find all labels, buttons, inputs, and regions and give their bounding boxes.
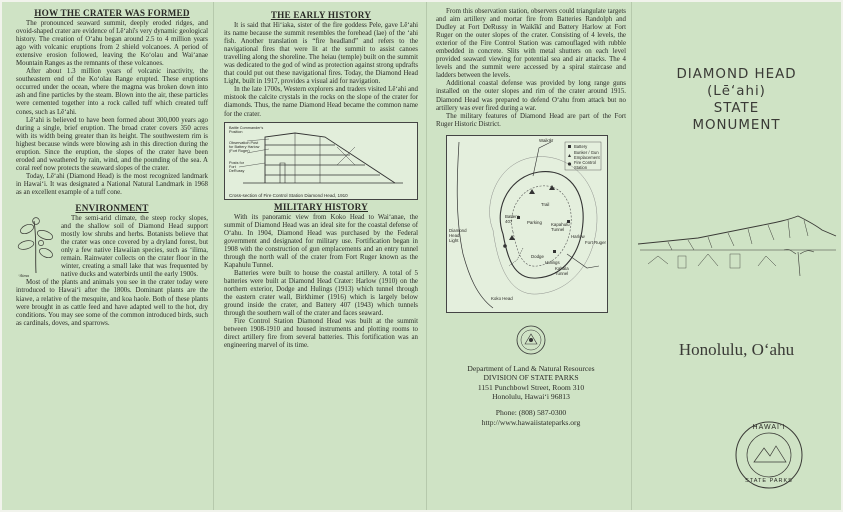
title-line-4: MONUMENT [692,118,781,133]
crater-paragraph-2: After about 1.3 million years of volcanic inactivity, the southeastern end of the Ko‘olau Range erupted. These eruptions occurred under the ocean, where the magma was broken down into ash and fine particles by the steam. Blown into the air, these particles were cemented together into a rock called tuff which created tuff cones, such as Lē‘ahi. [16,68,208,116]
fold-line [213,2,214,510]
map-legend-bunker: Bunker / Gun Emplacement [574,149,600,160]
history-paragraph-2: In the late 1700s, Western explorers and traders visited Lē‘ahi and mistook the calcite crystals in the rocks on the slope of the crater for diamonds. Thus, the name Diamond Head became the common name for the crater. [224,86,418,118]
figure-caption: Cross-section of Fire Control Station Diamond Head, 1910 [229,192,348,198]
history-paragraph-1: It is said that Hi‘iaka, sister of the fire goddess Pele, gave Lē‘ahi its name because the summit resembles the forehead (lae) of the ‘ahi fish. Another translation is “fire headland” and refers to the navigational fires that were lit at the summit to assist canoes travelling along the shoreline. The heiau (temple) built on the summit was dedicated to the god of wind as protection against strong updrafts that could put out these navigational fires. Today, the Diamond Head Light, built in 1917, provides a visual aid for navigation. [224,22,418,86]
map-label-dodge: Dodge [531,253,544,259]
title-line-3: STATE [713,101,760,116]
title-line-2: (Lē‘ahi) [707,84,766,99]
crater-paragraph-1: The pronounced seaward summit, deeply eroded ridges, and ovoid-shaped crater are evidence of Lē‘ahi's very dynamic geological history. The creation of O‘ahu began around 2.5 to 4 million years ago with volcanic eruptions from 2 shield volcanoes. A period of extensive erosion followed, leaving the Ko‘olau and Wai‘anae Mountain Ranges as the remnants of these volcanoes. [16,20,208,68]
map-label-koko-head: Koko Head [491,295,513,301]
figure-label-derussy: Posts for Fort DeRussy [229,160,245,174]
map-label-trail: Trail [541,201,550,207]
state-seal-icon [516,325,546,355]
website-link[interactable]: http://www.hawaiistateparks.org [481,417,581,427]
figure-label-commander: Battle Commander's Position [229,125,264,134]
map-label-harlow: Harlow [571,233,585,239]
environment-paragraph-1: The semi-arid climate, the steep rocky slopes, and the shallow soil of Diamond Head support mostly low shrubs and herbs. Botanists believe that the crater was once covered by a dryland forest, but only a few native Hawaiian species, such as ‘ilima, remain. Rainwater collects on the crater floor in the winter, creating a small lake that was frequented by native ducks and waterbirds until the early 1900s. [61,215,208,279]
environment-heading: ENVIRONMENT [75,203,149,214]
address-line-1: 1151 Punchbowl Street, Room 310 [477,382,585,392]
crater-map [446,135,608,313]
map-label-waikiki: Waikīkī [539,137,554,143]
station-paragraph-2: Additional coastal defense was provided by long range guns installed on the outer slopes and rim of the crater around 1915. Diamond Head was prepared to defend O‘ahu from attack but no artillery was ever fired during a war. [436,80,626,112]
column-history [216,2,422,510]
crater-paragraph-3: Lē‘ahi is believed to have been formed about 300,000 years ago during a single, brief eruption. The broad crater covers 350 acres with its width being greater than its height. The southwestern rim is highest because winds were blowing ash in this direction during the eruption. Since the eruption, the slopes of the crater have been eroded and weathered by rain, wind, and the pounding of the sea. A coral reef now protects the seaward slopes of the crater. [16,116,208,172]
cover-panel [632,2,841,510]
map-label-lighthouse: Diamond Head Light [449,227,467,243]
military-paragraph-1: With its panoramic view from Koko Head to Wai‘anae, the summit of Diamond Head was an ideal site for the coastal defense of O‘ahu. In 1904, Diamond Head was purchased by the Federal government and designated for military use. Fortification began in 1908 with the construction of gun emplacements and an entry tunnel through the north wall of the crater from Fort Ruger known as the Kapahulu Tunnel. [224,213,418,269]
figure-label-observation-post: Observation Post for Battery Harlow (Fort Ruger) [229,140,260,154]
dlnr-seal [436,325,626,360]
history-heading: THE EARLY HISTORY [270,10,372,20]
fire-control-cross-section [224,122,418,200]
map-label-hulings: Hulings [545,259,560,265]
fold-line [426,2,427,510]
map-label-kahala-tunnel: Kahala Tunnel [555,265,569,276]
map-legend-fire-control: Fire Control Station [574,159,596,170]
station-paragraph-3: The military features of Diamond Head are part of the Fort Ruger Historic District. [436,112,626,128]
military-paragraph-3: Fire Control Station Diamond Head was built at the summit between 1908-1910 and housed instruments and plotting rooms to direct artillery fire from several batteries. This fortification was an engineering marvel of its time. [224,318,418,350]
crater-paragraph-4: Today, Lē‘ahi (Diamond Head) is the most recognized landmark in Hawai‘i. It was designated a National Natural Landmark in 1968 as an excellent example of a tuff cone. [16,172,208,196]
map-legend-battery: Battery [574,143,588,149]
crater-heading: HOW THE CRATER WAS FORMED [34,8,190,18]
station-paragraph-1: From this observation station, observers could triangulate targets and aim artillery and mortar fire from Batteries Randolph and Dudley at Fort DeRussy in Waikīkī and Battery Harlow at Fort Ruger on the outer slopes of the crater. Consisting of 4 levels, the exterior of the Fire Control Station was camouflaged with rubble embedded in concrete. Slits with metal shutters on each level provided seaward viewing for potential sea and air attacks. The 4 levels and the summit were accessed by a spiral staircase and ladders between the levels. [436,8,626,80]
brochure-sheet [2,2,841,510]
division-name: DIVISION OF STATE PARKS [483,373,579,383]
cover-title [632,66,841,134]
map-label-parking: Parking [527,219,542,225]
ilima-label: ‘ilima [18,273,29,279]
address-line-2: Honolulu, Hawai‘i 96813 [492,392,570,402]
military-heading: MILITARY HISTORY [273,201,369,212]
map-label-kapahulu: Kapahulu Tunnel [551,221,570,232]
column-station [430,2,630,510]
environment-section [16,215,208,279]
cover-location: Honolulu, O‘ahu [678,340,795,359]
contact-block [436,364,626,428]
logo-text-top: HAWAI‘I [752,424,786,431]
diamond-head-illustration [638,210,838,280]
hawaii-state-parks-logo [734,420,804,490]
title-line-1: DIAMOND HEAD [676,67,797,82]
environment-paragraph-2: Most of the plants and animals you see in the crater today were introduced to Hawai‘i after the 1800s. Dominant plants are the kiawe, a relative of the mesquite, and koa haole. Both of these plants were brought in as cattle feed and have adapted well to the hot, dry conditions. You may see some of the common introduced birds, such as cardinals, doves, and sparrows. [16,279,208,327]
military-paragraph-2: Batteries were built to house the coastal artillery. A total of 5 batteries were built at Diamond Head Crater: Harlow (1910) on the northern exterior, Dodge and Hulings (1913) which tunnel through the eastern crater wall, Birkhimer (1916) which is largely below ground inside the crater, and Battery 407 (1943) which tunnels through the southern wall of the crater and faces seaward. [224,269,418,318]
map-label-battery407: Battery 407 [505,213,519,224]
ilima-plant-icon [14,215,58,275]
phone: Phone: (808) 587-0300 [495,408,567,418]
department-name: Department of Land & Natural Resources [467,363,595,373]
logo-text-bottom: STATE PARKS [745,478,793,484]
map-label-fort-ruger: Fort Ruger [585,239,606,245]
column-crater [8,2,212,510]
